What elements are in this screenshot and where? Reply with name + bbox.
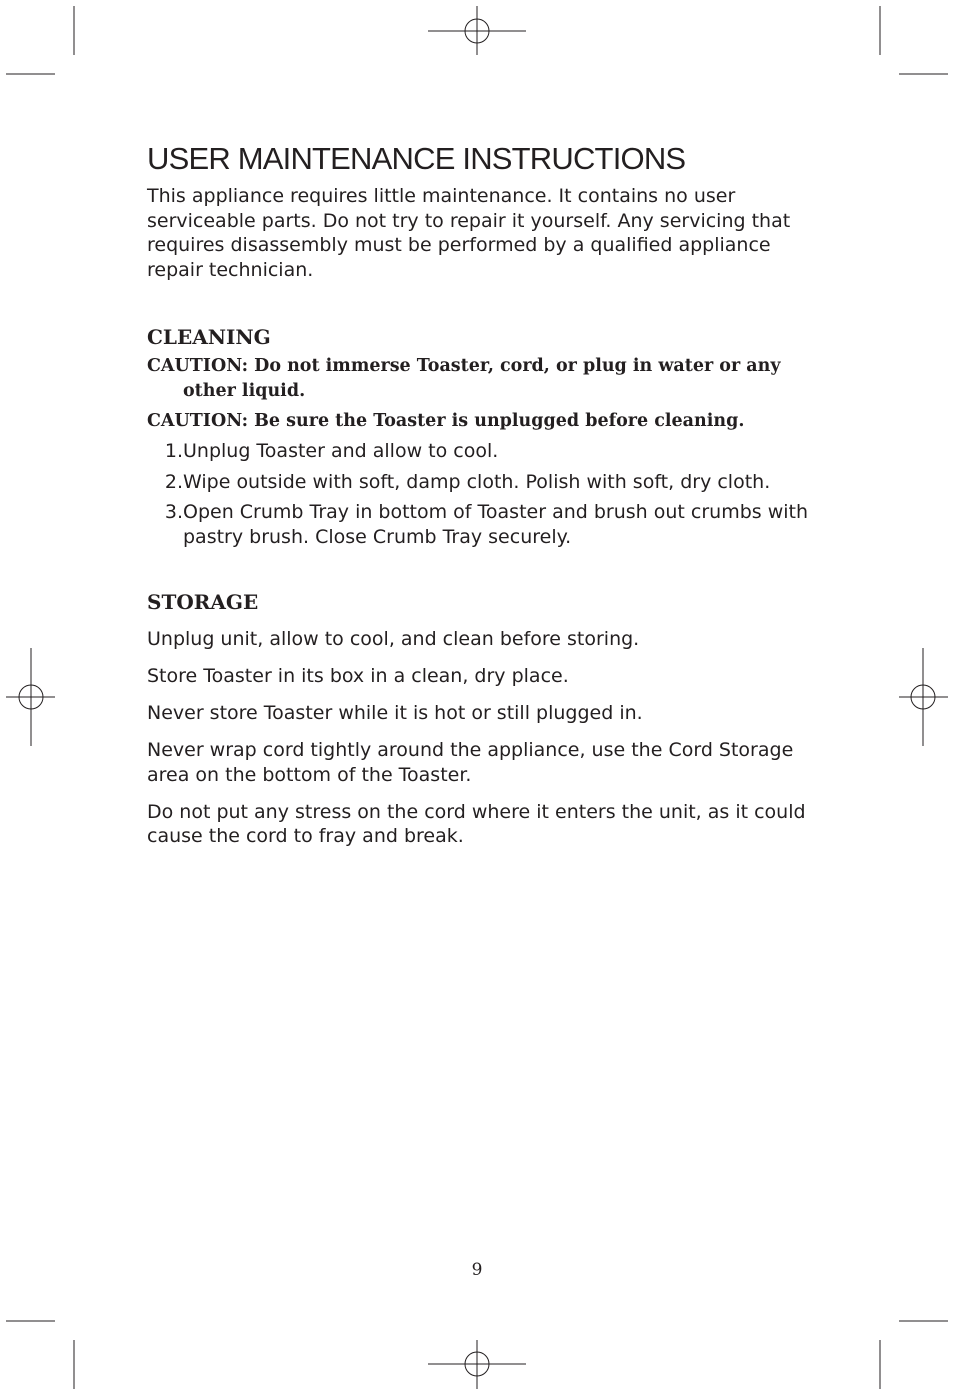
registration-target-left [6, 648, 55, 746]
registration-target-right [899, 648, 948, 746]
list-item [147, 500, 827, 549]
page-title: USER MAINTENANCE INSTRUCTIONS [147, 141, 686, 176]
intro-paragraph: This appliance requires little maintenance. It contains no user serviceable parts. Do not try to repair it yourself. Any servicing that requires disassembly must be performed by a qualified appliance repair technician. [147, 185, 791, 281]
storage-paragraph: Never wrap cord tightly around the appliance, use the Cord Storage area on the bottom of the Toaster. [147, 739, 794, 786]
page-number: 9 [471, 1260, 483, 1280]
storage-paragraph: Never store Toaster while it is hot or still plugged in. [147, 702, 643, 724]
step-number: 1. [164, 440, 183, 462]
step-text: Open Crumb Tray in bottom of Toaster and brush out crumbs with pastry brush. Close Crumb Tray securely. [183, 501, 809, 548]
registration-target-bottom [428, 1340, 526, 1389]
step-text: Unplug Toaster and allow to cool. [183, 440, 499, 462]
list-item [147, 439, 827, 464]
caution-immerse: CAUTION: Do not immerse Toaster, cord, or plug in water or any other liquid. [147, 356, 781, 401]
storage-section [147, 589, 827, 849]
step-text: Wipe outside with soft, damp cloth. Polish with soft, dry cloth. [183, 470, 771, 493]
caution-unplug: CAUTION: Be sure the Toaster is unplugged before cleaning. [147, 411, 745, 431]
cleaning-section [147, 324, 827, 549]
cleaning-heading: CLEANING [147, 325, 271, 349]
storage-paragraph: Store Toaster in its box in a clean, dry place. [147, 665, 569, 687]
list-item [147, 470, 827, 495]
storage-paragraph: Do not put any stress on the cord where it enters the unit, as it could cause the cord to fray and break. [147, 800, 806, 847]
step-number: 2. [164, 470, 183, 493]
step-number: 3. [164, 501, 183, 523]
registration-target-top [428, 6, 526, 55]
cleaning-steps-list [147, 439, 827, 549]
storage-heading: STORAGE [147, 590, 259, 614]
page-content [147, 140, 827, 861]
storage-paragraph: Unplug unit, allow to cool, and clean before storing. [147, 628, 640, 650]
